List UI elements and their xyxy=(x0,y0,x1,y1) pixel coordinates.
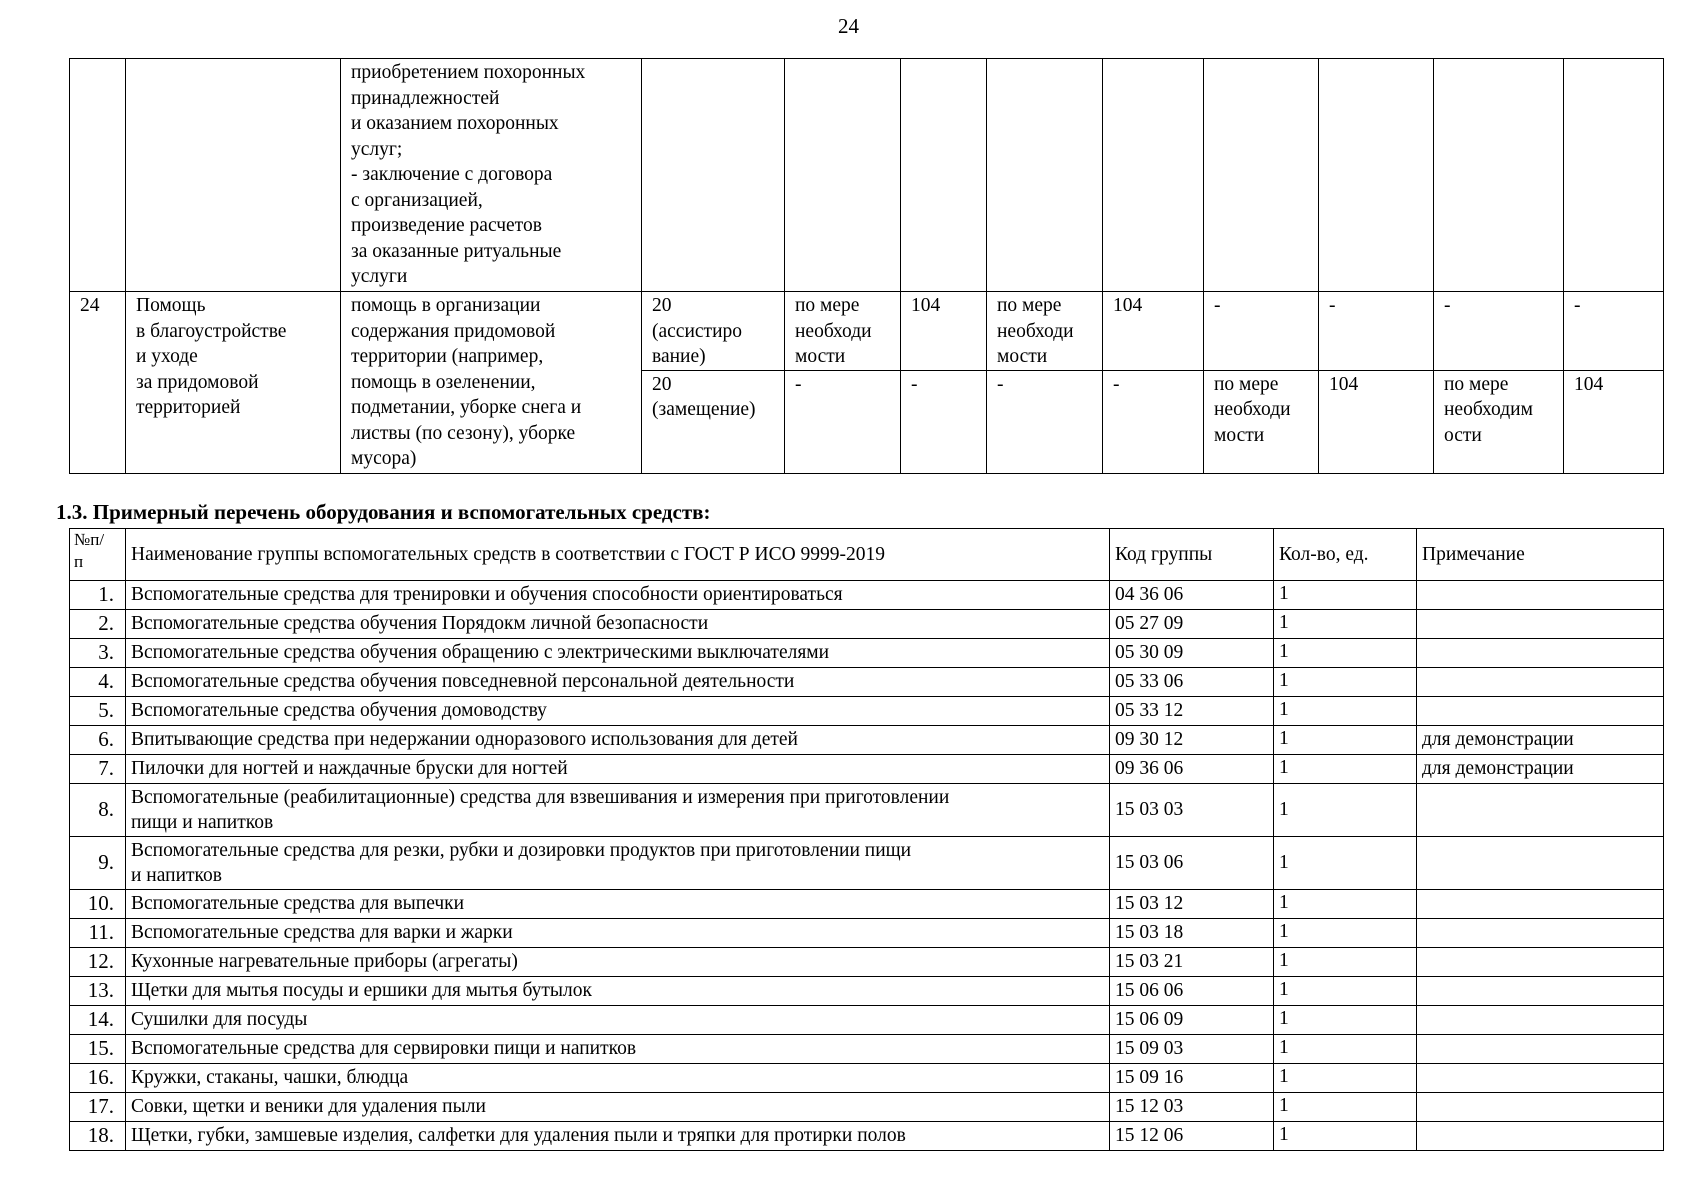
text-line: Пилочки для ногтей и наждачные бруски для ногтей xyxy=(131,758,568,780)
cell-name xyxy=(126,610,1110,639)
cell-note xyxy=(1417,1064,1664,1093)
cell-description xyxy=(341,292,642,474)
table-row xyxy=(70,639,1664,668)
cell-code: 09 30 12 xyxy=(1110,726,1274,755)
text-line: и оказанием похоронных xyxy=(351,113,559,134)
text-line: подметании, уборке снега и xyxy=(351,397,582,418)
header-qty: Кол-во, ед. xyxy=(1274,529,1417,581)
text-line: приобретением похоронных xyxy=(351,62,586,83)
cell-code: 15 09 16 xyxy=(1110,1064,1274,1093)
text-line: Вспомогательные средства обучения Порядокм личной безопасности xyxy=(131,613,709,635)
text-line: - заключение с договора xyxy=(351,164,553,185)
cell-note xyxy=(1417,837,1664,890)
text-line: необходи xyxy=(997,320,1074,342)
cell-qty: 1 xyxy=(1274,948,1417,977)
cell-number: 3. xyxy=(70,639,126,668)
cell-value: - xyxy=(1204,292,1319,371)
cell-number: 2. xyxy=(70,610,126,639)
cell-qty: 1 xyxy=(1274,755,1417,784)
text-line: Совки, щетки и веники для удаления пыли xyxy=(131,1096,486,1118)
cell-empty xyxy=(1564,59,1664,292)
cell-qty: 1 xyxy=(1274,1064,1417,1093)
cell-qty: 1 xyxy=(1274,1122,1417,1151)
cell-note xyxy=(1417,1093,1664,1122)
text-line: Помощь xyxy=(136,295,206,316)
text-line: по мере xyxy=(1214,373,1279,395)
cell-note: для демонстрации xyxy=(1417,755,1664,784)
table-row xyxy=(70,837,1664,890)
cell-code: 15 03 18 xyxy=(1110,919,1274,948)
cell-qty: 1 xyxy=(1274,1006,1417,1035)
cell-qty: 1 xyxy=(1274,610,1417,639)
cell-name xyxy=(126,668,1110,697)
text-line: с организацией, xyxy=(351,189,483,211)
cell-note xyxy=(1417,890,1664,919)
text-line: необходим xyxy=(1444,399,1533,420)
cell-name xyxy=(126,755,1110,784)
cell-time xyxy=(642,370,785,473)
text-line: по мере xyxy=(997,295,1062,316)
cell-name xyxy=(126,977,1110,1006)
cell-qty: 1 xyxy=(1274,1093,1417,1122)
text-line: Щетки для мытья посуды и ершики для мытья бутылок xyxy=(131,980,592,1002)
cell-name xyxy=(126,1122,1110,1151)
text-line: принадлежностей xyxy=(351,87,500,109)
text-line: (замещение) xyxy=(652,399,756,420)
cell-note xyxy=(1417,977,1664,1006)
cell-value xyxy=(987,292,1103,371)
section-heading: 1.3. Примерный перечень оборудования и вспомогательных средств: xyxy=(56,500,711,524)
cell-note xyxy=(1417,1122,1664,1151)
text-line: вание) xyxy=(652,346,706,367)
text-line: по мере xyxy=(1444,373,1509,395)
cell-number: 5. xyxy=(70,697,126,726)
cell-value xyxy=(785,292,901,371)
cell-note xyxy=(1417,919,1664,948)
cell-empty xyxy=(1103,59,1204,292)
cell-name xyxy=(126,919,1110,948)
text-line: содержания придомовой xyxy=(351,320,556,342)
cell-number: 6. xyxy=(70,726,126,755)
cell-code: 15 06 06 xyxy=(1110,977,1274,1006)
table-row xyxy=(70,668,1664,697)
cell-value: - xyxy=(901,370,987,473)
cell-value: - xyxy=(1564,292,1664,371)
cell-name xyxy=(126,697,1110,726)
cell-code: 05 33 12 xyxy=(1110,697,1274,726)
cell-code: 15 03 06 xyxy=(1110,837,1274,890)
text-line: Вспомогательные средства для сервировки пищи и напитков xyxy=(131,1038,637,1060)
cell-code: 15 06 09 xyxy=(1110,1006,1274,1035)
cell-name xyxy=(126,1064,1110,1093)
header-number xyxy=(70,529,126,581)
cell-number: 16. xyxy=(70,1064,126,1093)
table-row xyxy=(70,697,1664,726)
cell-code: 09 36 06 xyxy=(1110,755,1274,784)
text-line: территорией xyxy=(136,397,241,418)
cell-qty: 1 xyxy=(1274,726,1417,755)
cell-code: 15 09 03 xyxy=(1110,1035,1274,1064)
text-line: Вспомогательные средства для выпечки xyxy=(131,893,465,915)
text-line: Вспомогательные средства обучения повседневной персональной деятельности xyxy=(131,671,795,693)
cell-qty: 1 xyxy=(1274,581,1417,610)
header-note: Примечание xyxy=(1417,529,1664,581)
cell-number: 10. xyxy=(70,890,126,919)
cell-name xyxy=(126,1006,1110,1035)
cell-qty: 1 xyxy=(1274,639,1417,668)
cell-note xyxy=(1417,639,1664,668)
cell-note xyxy=(1417,697,1664,726)
cell-time xyxy=(642,292,785,371)
page-number: 24 xyxy=(838,14,859,38)
cell-number: 14. xyxy=(70,1006,126,1035)
table-row xyxy=(70,977,1664,1006)
cell-number: 18. xyxy=(70,1122,126,1151)
cell-note xyxy=(1417,610,1664,639)
cell-code: 04 36 06 xyxy=(1110,581,1274,610)
text-line: территории (например, xyxy=(351,346,544,367)
text-line: Вспомогательные средства обучения домоводству xyxy=(131,700,547,722)
table-row xyxy=(70,1064,1664,1093)
cell-value: 104 xyxy=(1564,370,1664,473)
cell-number: 12. xyxy=(70,948,126,977)
table-row xyxy=(70,784,1664,837)
table-row xyxy=(70,581,1664,610)
text-line: и напитков xyxy=(131,865,222,886)
cell-empty xyxy=(987,59,1103,292)
cell-value: - xyxy=(1434,292,1564,371)
header-name: Наименование группы вспомогательных средств в соответствии с ГОСТ Р ИСО 9999-2019 xyxy=(126,529,1110,581)
text-line: Щетки, губки, замшевые изделия, салфетки для удаления пыли и тряпки для протирки полов xyxy=(131,1125,906,1147)
text-line: Вспомогательные (реабилитационные) средства для взвешивания и измерения при приготовлении xyxy=(131,787,950,808)
cell-description xyxy=(341,59,642,292)
table-row xyxy=(70,890,1664,919)
cell-code: 15 03 12 xyxy=(1110,890,1274,919)
text-line: в благоустройстве xyxy=(136,320,287,342)
service-row-24a xyxy=(70,292,1664,371)
cell-value: 104 xyxy=(1103,292,1204,371)
cell-note xyxy=(1417,948,1664,977)
cell-number: 7. xyxy=(70,755,126,784)
table-row xyxy=(70,610,1664,639)
cell-name xyxy=(126,581,1110,610)
cell-code: 15 03 03 xyxy=(1110,784,1274,837)
text-line: Кружки, стаканы, чашки, блюдца xyxy=(131,1067,409,1089)
text-line: по мере xyxy=(795,295,860,316)
cell-name xyxy=(126,837,1110,890)
cell-number: 1. xyxy=(70,581,126,610)
text-line: ости xyxy=(1444,424,1482,446)
text-line: помощь в организации xyxy=(351,295,541,316)
table-row xyxy=(70,1006,1664,1035)
header-code: Код группы xyxy=(1110,529,1274,581)
cell-qty: 1 xyxy=(1274,1035,1417,1064)
cell-number: 9. xyxy=(70,837,126,890)
text-line: услуг; xyxy=(351,138,403,160)
cell-empty xyxy=(1319,59,1434,292)
text-line: пищи и напитков xyxy=(131,812,274,833)
continuation-row xyxy=(70,59,1664,292)
text-line: 20 xyxy=(652,295,672,316)
text-line: Кухонные нагревательные приборы (агрегаты) xyxy=(131,951,518,973)
text-line: помощь в озеленении, xyxy=(351,371,536,393)
cell-empty xyxy=(642,59,785,292)
text-line: мости xyxy=(795,346,846,367)
text-line: необходи xyxy=(795,320,872,342)
cell-value: - xyxy=(1103,370,1204,473)
cell-code: 05 33 06 xyxy=(1110,668,1274,697)
text-line: необходи xyxy=(1214,399,1291,420)
cell-qty: 1 xyxy=(1274,697,1417,726)
equipment-header-row xyxy=(70,529,1664,581)
text-line: №п/ xyxy=(74,530,105,549)
cell-name xyxy=(126,1035,1110,1064)
text-line: 20 xyxy=(652,373,672,395)
text-line: услуги xyxy=(351,266,408,287)
cell-value: - xyxy=(785,370,901,473)
equipment-table xyxy=(69,528,1664,1151)
table-row xyxy=(70,919,1664,948)
cell-number: 24 xyxy=(70,292,126,474)
cell-name xyxy=(126,948,1110,977)
text-line: Вспомогательные средства для варки и жарки xyxy=(131,922,513,944)
cell-note xyxy=(1417,1006,1664,1035)
cell-qty: 1 xyxy=(1274,890,1417,919)
equipment-body xyxy=(70,581,1664,1151)
cell-note xyxy=(1417,581,1664,610)
cell-number: 13. xyxy=(70,977,126,1006)
cell-code: 15 03 21 xyxy=(1110,948,1274,977)
text-line: Вспомогательные средства для тренировки и обучения способности ориентироваться xyxy=(131,584,843,606)
table-row xyxy=(70,1035,1664,1064)
text-line: Вспомогательные средства обучения обращению с электрическими выключателями xyxy=(131,642,830,664)
cell-code: 15 12 06 xyxy=(1110,1122,1274,1151)
cell-value xyxy=(1434,370,1564,473)
table-row xyxy=(70,948,1664,977)
cell-note xyxy=(1417,784,1664,837)
cell-note xyxy=(1417,1035,1664,1064)
services-table xyxy=(69,58,1664,474)
cell-number: 11. xyxy=(70,919,126,948)
cell-qty: 1 xyxy=(1274,784,1417,837)
table-row xyxy=(70,726,1664,755)
text-line: мусора) xyxy=(351,448,417,469)
cell-empty xyxy=(1204,59,1319,292)
cell-number: 17. xyxy=(70,1093,126,1122)
cell-name xyxy=(126,1093,1110,1122)
cell-qty: 1 xyxy=(1274,837,1417,890)
text-line: (ассистиро xyxy=(652,320,743,342)
cell-value: - xyxy=(987,370,1103,473)
cell-name xyxy=(126,726,1110,755)
text-line: и уходе xyxy=(136,346,198,367)
cell-value: - xyxy=(1319,292,1434,371)
table-row xyxy=(70,1093,1664,1122)
cell-value: 104 xyxy=(1319,370,1434,473)
cell-name xyxy=(126,639,1110,668)
text-line: мости xyxy=(1214,424,1265,446)
text-line: Сушилки для посуды xyxy=(131,1009,308,1031)
table-row xyxy=(70,755,1664,784)
cell-name xyxy=(126,784,1110,837)
cell-value: 104 xyxy=(901,292,987,371)
cell-empty xyxy=(1434,59,1564,292)
cell-empty xyxy=(901,59,987,292)
text-line: за придомовой xyxy=(136,371,259,393)
text-line: за оказанные ритуальные xyxy=(351,240,562,262)
text-line: п xyxy=(74,552,84,571)
cell-value xyxy=(1204,370,1319,473)
cell-number: 4. xyxy=(70,668,126,697)
cell-number: 15. xyxy=(70,1035,126,1064)
table-row xyxy=(70,1122,1664,1151)
cell-name xyxy=(126,59,341,292)
cell-code: 05 27 09 xyxy=(1110,610,1274,639)
cell-code: 15 12 03 xyxy=(1110,1093,1274,1122)
cell-qty: 1 xyxy=(1274,919,1417,948)
cell-empty xyxy=(785,59,901,292)
cell-note: для демонстрации xyxy=(1417,726,1664,755)
text-line: Вспомогательные средства для резки, рубки и дозировки продуктов при приготовлении пищи xyxy=(131,840,912,861)
cell-name xyxy=(126,890,1110,919)
cell-note xyxy=(1417,668,1664,697)
cell-number: 8. xyxy=(70,784,126,837)
cell-name xyxy=(126,292,341,474)
cell-qty: 1 xyxy=(1274,977,1417,1006)
text-line: Впитывающие средства при недержании одноразового использования для детей xyxy=(131,729,798,751)
cell-number xyxy=(70,59,126,292)
cell-qty: 1 xyxy=(1274,668,1417,697)
text-line: листвы (по сезону), уборке xyxy=(351,422,576,444)
cell-code: 05 30 09 xyxy=(1110,639,1274,668)
text-line: мости xyxy=(997,346,1048,367)
text-line: произведение расчетов xyxy=(351,215,542,236)
